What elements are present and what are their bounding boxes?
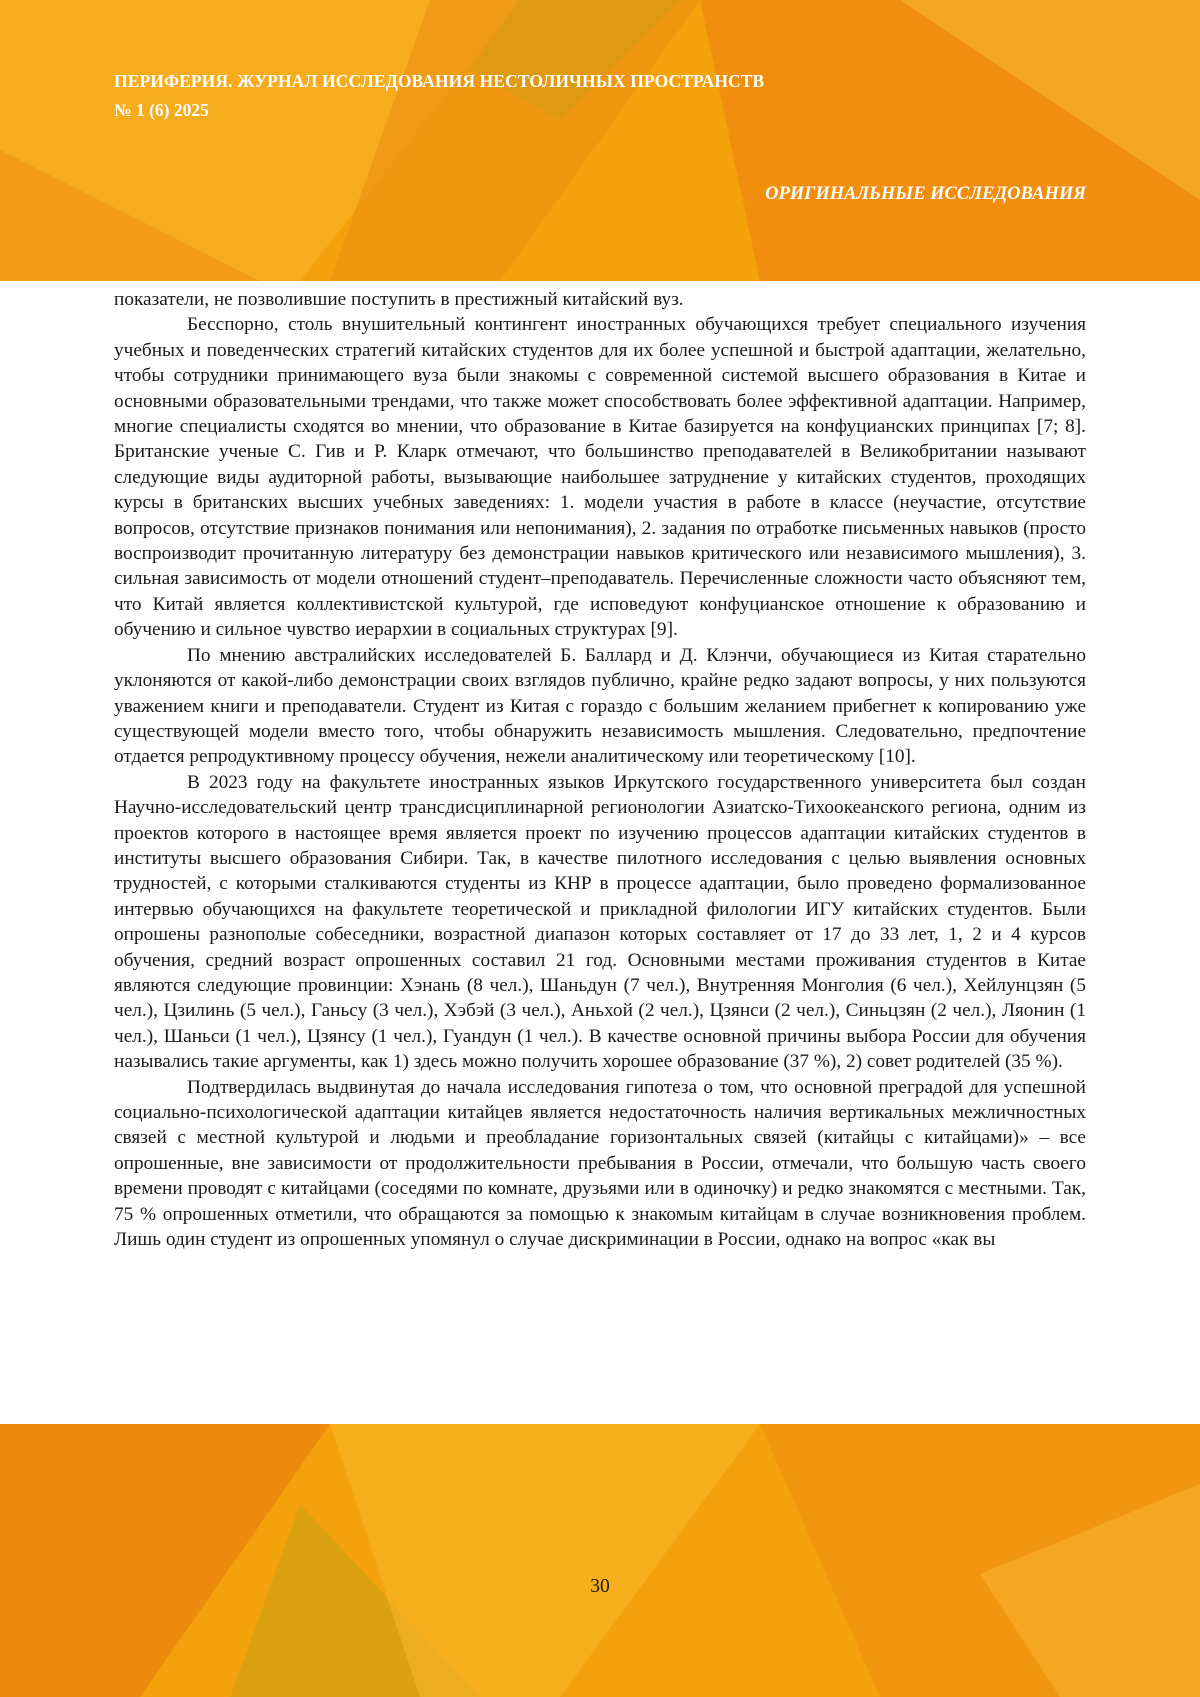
- article-body: [114, 287, 1086, 1252]
- footer-background-graphic: [0, 1424, 1200, 1697]
- paragraph: Подтвердилась выдвинутая до начала исследования гипотеза о том, что основной преградой для успешной социально-психологической адаптации китайцев является недостаточность наличия вертикальных межличностных связей с местной культурой и людьми и преобладание горизонтальных связей (китайцы с китайцами)» – все опрошенные, вне зависимости от продолжительности пребывания в России, отмечали, что большую часть своего времени проводят с китайцами (соседями по комнате, друзьями или в одиночку) и редко знакомятся с местными. Так, 75 % опрошенных отметили, что обращаются за помощью к знакомым китайцам в случае возникновения проблем. Лишь один студент из опрошенных упомянул о случае дискриминации в России, однако на вопрос «как вы: [114, 1076, 1086, 1251]
- section-label: ОРИГИНАЛЬНЫЕ ИССЛЕДОВАНИЯ: [765, 184, 1086, 204]
- paragraph: Бесспорно, столь внушительный контингент иностранных обучающихся требует специального изучения учебных и поведенческих стратегий китайских студентов для их более успешной и быстрой адаптации, желательно, чтобы сотрудники принимающего вуза были знакомы с современной системой высшего образования в Китае и основными образовательными трендами, что также может способствовать более эффективной адаптации. Например, многие специалисты сходятся во мнении, что образование в Китае базируется на конфуцианских принципах [7; 8]. Британские ученые С. Гив и Р. Кларк отмечают, что большинство преподавателей в Великобритании называют следующие виды аудиторной работы, вызывающие наибольшее затруднение у китайских студентов, проходящих курсы в британских высших учебных заведениях: 1. модели участия в работе в классе (неучастие, отсутствие вопросов, отсутствие признаков понимания или непонимания), 2. задания по отработке письменных навыков (просто воспроизводит прочитанную литературу без демонстрации навыков критического или независимого мышления), 3. сильная зависимость от модели отношений студент–преподаватель. Перечисленные сложности часто объясняют тем, что Китай является коллективистской культурой, где исповедуют конфуцианское отношение к образованию и обучению и сильное чувство иерархии в социальных структурах [9].: [114, 314, 1086, 641]
- page-number: 30: [590, 1576, 610, 1597]
- header-band: [0, 0, 1200, 281]
- issue-number: № 1 (6) 2025: [114, 100, 209, 120]
- header-background-graphic: [0, 0, 1200, 281]
- paragraph: По мнению австралийских исследователей Б. Баллард и Д. Клэнчи, обучающиеся из Китая старательно уклоняются от какой-либо демонстрации своих взглядов публично, крайне редко задают вопросы, у них пользуются уважением книги и преподаватели. Студент из Китая с гораздо с большим желанием прибегнет к копированию уже существующей модели вместо того, чтобы обнаружить независимость мышления. Следовательно, предпочтение отдается репродуктивному процессу обучения, нежели аналитическому или теоретическому [10].: [114, 644, 1086, 768]
- journal-title: ПЕРИФЕРИЯ. ЖУРНАЛ ИССЛЕДОВАНИЯ НЕСТОЛИЧНЫХ ПРОСТРАНСТВ: [114, 71, 765, 91]
- footer-band: [0, 1424, 1200, 1697]
- paragraph-continuation: показатели, не позволившие поступить в престижный китайский вуз.: [114, 289, 684, 310]
- paragraph: В 2023 году на факультете иностранных языков Иркутского государственного университета был создан Научно-исследовательский центр трансдисциплинарной регионологии Азиатско-Тихоокеанского региона, одним из проектов которого в настоящее время является проект по изучению процессов адаптации китайских студентов в институты высшего образования Сибири. Так, в качестве пилотного исследования с целью выявления основных трудностей, с которыми сталкиваются студенты из КНР в процессе адаптации, было проведено формализованное интервью обучающихся на факультете теоретической и прикладной филологии ИГУ китайских студентов. Были опрошены разнополые собеседники, возрастной диапазон которых составляет от 17 до 33 лет, 1, 2 и 4 курсов обучения, средний возраст опрошенных составил 21 год. Основными местами проживания студентов в Китае являются следующие провинции: Хэнань (8 чел.), Шаньдун (7 чел.), Внутренняя Монголия (6 чел.), Хейлунцзян (5 чел.), Цзилинь (5 чел.), Ганьсу (3 чел.), Хэбэй (3 чел.), Аньхой (2 чел.), Цзянси (2 чел.), Синьцзян (2 чел.), Ляонин (1 чел.), Шаньси (1 чел.), Цзянсу (1 чел.), Гуандун (1 чел.). В качестве основной причины выбора России для обучения назывались такие аргументы, как 1) здесь можно получить хорошее образование (37 %), 2) совет родителей (35 %).: [114, 771, 1086, 1073]
